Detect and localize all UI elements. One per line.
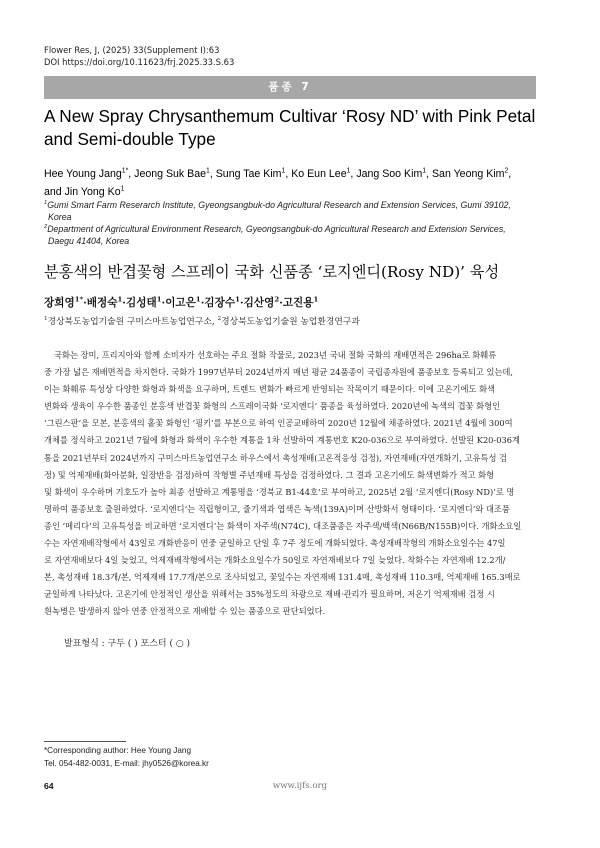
page-number: 64 xyxy=(44,781,54,791)
abstract-line: 균일하게 나타났다. 고온기에 안정적인 생산을 위해서는 35%정도의 차광으로 재배·관리가 필요하며, 저온기 억제재배 검정 시 xyxy=(44,589,495,600)
footnote-divider xyxy=(44,741,126,742)
doi-line: DOI https://doi.org/10.11623/frj.2025.33.S.63 xyxy=(44,56,235,67)
abstract-line: 변화와 생육이 우수한 품종인 분홍색 반겹꽃 화형의 스프레이국화 ‘로지엔디’ 품종을 육성하였다. 2020년에 녹색의 겹꽃 화형인 xyxy=(44,401,501,412)
abstract-line: 통을 2021년부터 2024년까지 구미스마트농업연구소 하우스에서 촉성재배(고온적응성 검정), 자연재배(자연개화기, 고유특성 검 xyxy=(44,452,508,463)
abstract-line: 정) 및 억제재배(화아분화, 일장반응 검정)하여 작형별 주년재배 특성을 검정하였다. 그 결과 고온기에도 화색변화가 적고 화형 xyxy=(44,469,495,480)
journal-line: Flower Res, J, (2025) 33(Supplement I):63 xyxy=(44,45,220,55)
abstract-line: 중 가장 넓은 재배면적을 차지한다. 국화가 1997년부터 2024년까지 매년 평균 24품종이 국립종자원에 품종보호 등록되고 있는데, xyxy=(44,367,514,378)
poster-option: 포스터 ( ○ ) xyxy=(140,639,191,649)
presentation-format: 발표형식 : 구두 ( ) 포스터 ( ○ ) xyxy=(64,639,191,649)
author: Sung Tae Kim$^1$, xyxy=(215,167,292,180)
abstract-line: 개체를 정식하고 2021년 7월에 화형과 화색이 우수한 계통을 1차 선발하여 계통번호 K20-036으로 부여하였다. 선발된 K20-036계 xyxy=(44,435,520,446)
author: Ko Eun Lee$^1$, xyxy=(291,167,357,180)
abstract-body xyxy=(44,347,554,621)
oral-option: 구두 ( ) xyxy=(107,639,141,649)
abstract-line: ‘그린스판’을 모본, 분홍색의 홑꽃 화형인 ‘핑키’를 부본으로 하여 인공교배하여 2020년 12월에 채종하였다. 2021년 4월에 300여 xyxy=(44,418,513,429)
title-line-2: and Semi-double Type xyxy=(44,129,216,149)
journal-citation xyxy=(44,45,234,68)
abstract-line: 종인 ‘메리다’의 고유특성을 비교하면 ‘로지엔디’는 화색이 자주색(N74C), 대조품종은 자주색/백색(N66B/N155B)이다. 개화소요일 xyxy=(44,520,522,531)
korean-title: 분홍색의 반겹꽃형 스프레이 국화 신품종 ‘로지엔디(Rosy ND)’ 육성 xyxy=(44,263,500,281)
abstract-line: 본, 촉성재배 18.3개/본, 억제재배 17.7개/본으로 조사되었고, 꽃잎수는 자연재배 131.4매, 촉성재배 110.3매, 억제재배 165.3매로 xyxy=(44,572,521,583)
abstract-line: 로 자연재배보다 4일 늦었고, 억제재배작형에서는 개화소요일수가 50일로 자연재배보다 7일 늦었다. 착화수는 자연재배 12.2개/ xyxy=(44,555,506,566)
affiliation-1: $^1$Gumi Smart Farm Reserarch Institute, Gyeongsangbuk-do Agricultural Research and Extension Services, Gumi 39102, Korea xyxy=(44,200,511,222)
author: Hee Young Jang$^{1*}$, xyxy=(44,167,135,180)
author-list xyxy=(44,165,564,201)
abstract-line: 흰녹병은 발생하지 않아 연중 안정적으로 재배할 수 있는 품종으로 판단되었다. xyxy=(44,606,326,617)
affiliation-2: $^2$Department of Agricultural Environment Research, Gyeongsangbuk-do Agricultural Research and Extension Services, Daegu 41404, Korea xyxy=(44,224,506,246)
abstract-line: 이는 화훼류 특성상 다양한 화형과 화색을 요구하며, 트렌드 변화가 빠르게 반영되는 작목이기 때문이다. 이에 고온기에도 화색 xyxy=(44,384,496,395)
author: Jang Soo Kim$^1$, xyxy=(356,167,432,180)
english-title xyxy=(44,105,564,151)
abstract-line: 및 화색이 우수하며 기호도가 높아 최종 선발하고 계통명을 ‘경북교 B1-44호’로 부여하고, 2025년 2월 ‘로지엔디(Rosy ND)’로 명 xyxy=(44,486,515,497)
abstract-line: 명하여 품종보호 출원하였다. ‘로지엔디’는 직립형이고, 줄기색과 엽색은 녹색(139A)이며 산방화서 형태이다. ‘로지엔디’와 대조품 xyxy=(44,503,510,514)
korean-author-list: 장희영$^{1*}$·배정숙$^1$·김성태$^1$·이고은$^1$·김장수$^1$·김산영$^2$·고진용$^1$ xyxy=(44,295,319,309)
corresponding-author: *Corresponding author: Hee Young Jang Tel. 054-482-0031, E-mail: jhy0526@korea.kr xyxy=(44,746,209,768)
category-banner: 품종 7 xyxy=(44,76,536,99)
title-line-1: A New Spray Chrysanthemum Cultivar ‘Rosy ND’ with Pink Petal xyxy=(44,106,536,126)
journal-website: www.ijfs.org xyxy=(272,781,328,791)
abstract-line: 국화는 장미, 프리지아와 함께 소비자가 선호하는 주요 절화 작물로, 2023년 국내 절화 국화의 재배면적은 296ha로 화훼류 xyxy=(54,350,497,360)
author: and Jin Yong Ko$^1$ xyxy=(44,185,125,198)
abstract-line: 수는 자연재배작형에서 43일로 개화반응이 연중 균일하고 단일 후 7주 정도에 개화되었다. 촉성재배작형의 개화소요일수는 47일 xyxy=(44,538,506,549)
korean-affiliation: $^1$경상북도농업기술원 구미스마트농업연구소, $^2$경상북도농업기술원 농업환경연구과 xyxy=(44,316,360,327)
author: Jeong Suk Bae$^1$, xyxy=(134,167,216,180)
author: San Yeong Kim$^2$, xyxy=(431,167,512,180)
